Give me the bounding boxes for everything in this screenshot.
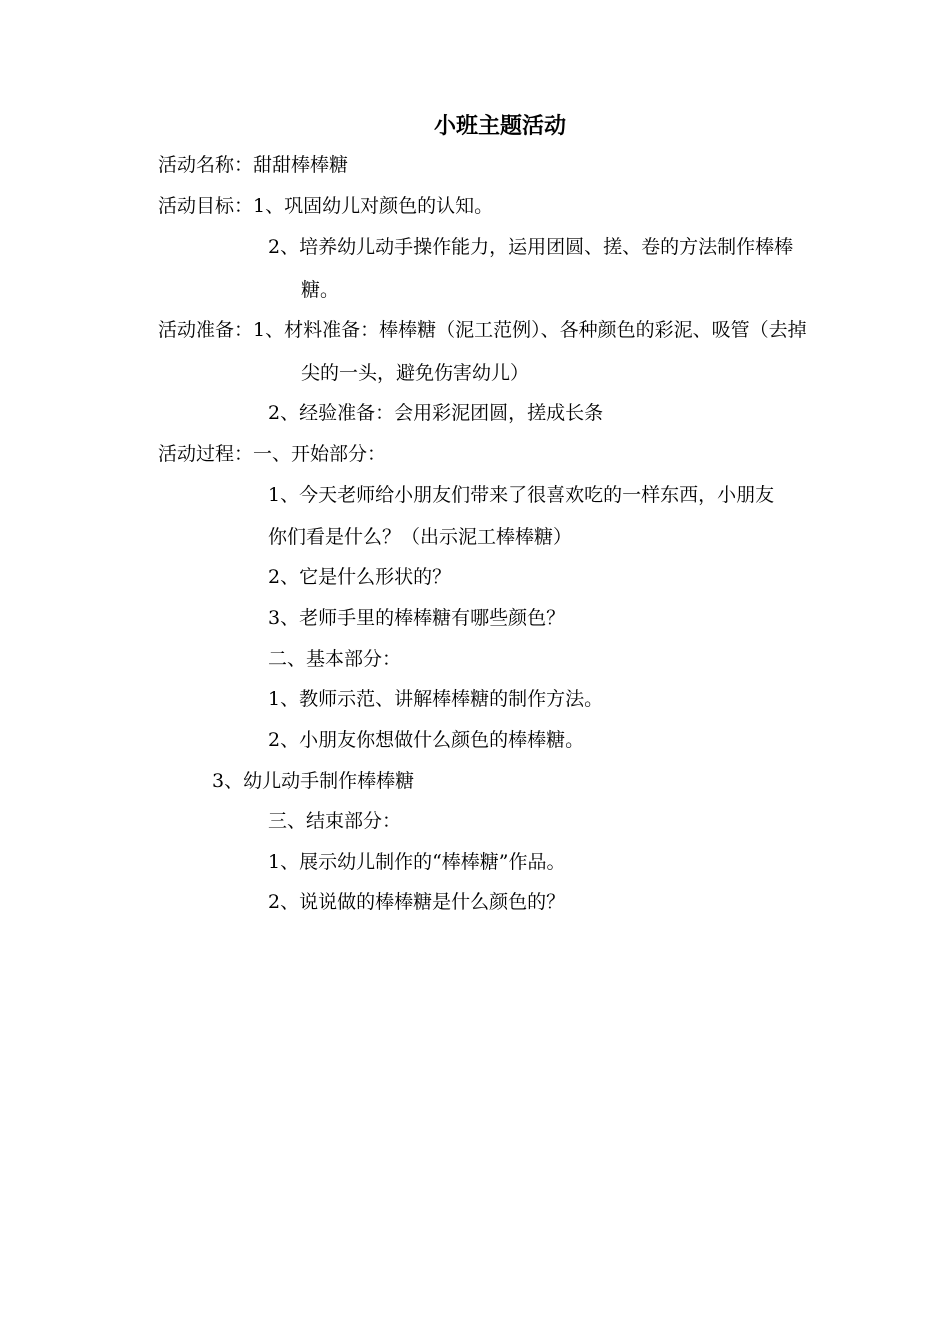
activity-prep-line-1: 活动准备：1、材料准备：棒棒糖（泥工范例）、各种颜色的彩泥、吸管（去掉 [158, 319, 807, 341]
activity-prep-line-2: 2、经验准备：会用彩泥团圆，搓成长条 [268, 402, 604, 424]
process-end-item-2: 2、说说做的棒棒糖是什么颜色的？ [268, 891, 566, 913]
activity-process-heading: 活动过程：一、开始部分： [158, 443, 387, 465]
activity-name-line: 活动名称：甜甜棒棒糖 [158, 154, 349, 176]
process-basic-item-2: 2、小朋友你想做什么颜色的棒棒糖。 [268, 729, 585, 751]
activity-goal-line-1: 活动目标：1、巩固幼儿对颜色的认知。 [158, 195, 494, 217]
process-basic-heading: 二、基本部分： [268, 648, 402, 670]
process-end-item-1: 1、展示幼儿制作的“棒棒糖”作品。 [268, 851, 566, 873]
activity-goal-line-2-cont: 糖。 [301, 279, 340, 301]
process-start-item-3: 3、老师手里的棒棒糖有哪些颜色？ [268, 607, 566, 629]
process-end-heading: 三、结束部分： [268, 810, 402, 832]
activity-prep-line-1-cont: 尖的一头，避免伤害幼儿） [301, 362, 530, 384]
process-start-item-1-cont: 你们看是什么？（出示泥工棒棒糖） [268, 526, 573, 548]
process-basic-item-1: 1、教师示范、讲解棒棒糖的制作方法。 [268, 688, 604, 710]
process-start-item-1: 1、今天老师给小朋友们带来了很喜欢吃的一样东西，小朋友 [268, 484, 775, 506]
document-title: 小班主题活动 [433, 113, 566, 139]
activity-goal-line-2: 2、培养幼儿动手操作能力，运用团圆、搓、卷的方法制作棒棒 [268, 236, 794, 258]
process-start-item-2: 2、它是什么形状的？ [268, 566, 452, 588]
process-basic-item-3: 3、幼儿动手制作棒棒糖 [212, 770, 415, 792]
